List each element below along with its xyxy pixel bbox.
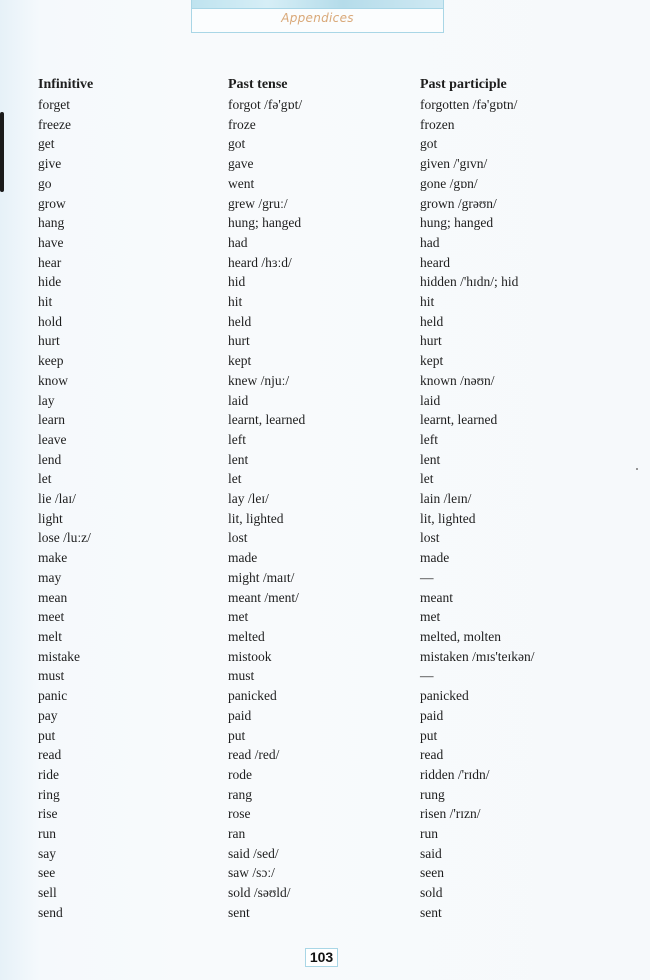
infinitive-cell: hide	[38, 274, 62, 290]
section-label: Appendices	[281, 11, 354, 25]
past-participle-cell: meant	[420, 589, 453, 605]
past-tense-cell: might /maɪt/	[228, 569, 295, 585]
infinitive-cell: melt	[38, 628, 62, 644]
irregular-verbs-table	[38, 75, 620, 923]
past-tense-cell: froze	[228, 116, 256, 132]
infinitive-cell: light	[38, 510, 63, 526]
past-tense-cell: kept	[228, 353, 252, 369]
past-tense-cell: knew /njuː/	[228, 372, 290, 388]
infinitive-cell: make	[38, 550, 68, 566]
past-participle-cell: rung	[420, 786, 445, 802]
past-tense-cell: laid	[228, 392, 249, 408]
past-participle-cell: mistaken /mɪs'teɪkən/	[420, 648, 535, 664]
infinitive-cell: give	[38, 156, 62, 172]
scan-speck	[636, 468, 638, 470]
past-participle-cell: heard	[420, 254, 450, 270]
past-tense-cell: lent	[228, 451, 249, 467]
past-participle-cell: risen /'rɪzn/	[420, 806, 481, 822]
infinitive-cell: hurt	[38, 333, 60, 349]
infinitive-cell: lie /laɪ/	[38, 491, 76, 507]
past-tense-cell: put	[228, 727, 246, 743]
infinitive-cell: keep	[38, 353, 64, 369]
past-participle-cell: held	[420, 313, 444, 329]
past-tense-cell: rode	[228, 766, 252, 782]
infinitive-cell: lend	[38, 451, 62, 467]
past-participle-cell: sold	[420, 885, 443, 901]
table-row	[38, 154, 620, 174]
infinitive-cell: learn	[38, 412, 65, 428]
past-participle-cell: read	[420, 747, 444, 763]
table-row	[38, 627, 620, 647]
infinitive-cell: panic	[38, 688, 68, 704]
past-tense-cell: let	[228, 471, 242, 487]
past-tense-cell: had	[228, 234, 248, 250]
table-row	[38, 765, 620, 785]
past-participle-cell: seen	[420, 865, 444, 881]
table-row	[38, 489, 620, 509]
column-header-past-tense: Past tense	[228, 77, 288, 93]
infinitive-cell: mistake	[38, 648, 80, 664]
table-row	[38, 824, 620, 844]
past-participle-cell: sent	[420, 904, 442, 920]
table-row	[38, 233, 620, 253]
past-tense-cell: hid	[228, 274, 246, 290]
table-row	[38, 272, 620, 292]
table-row	[38, 686, 620, 706]
infinitive-cell: read	[38, 747, 62, 763]
past-tense-cell: hung; hanged	[228, 215, 302, 231]
table-row	[38, 666, 620, 686]
infinitive-cell: say	[38, 845, 56, 861]
past-tense-cell: got	[228, 136, 246, 152]
past-participle-cell: made	[420, 550, 450, 566]
past-participle-cell: paid	[420, 707, 444, 723]
past-participle-cell: gone /gɒn/	[420, 175, 478, 191]
table-row	[38, 115, 620, 135]
table-row	[38, 253, 620, 273]
past-participle-cell: frozen	[420, 116, 455, 132]
past-participle-cell: known /nəʊn/	[420, 372, 495, 388]
past-participle-cell: lain /leɪn/	[420, 491, 472, 507]
past-tense-cell: made	[228, 550, 258, 566]
past-participle-cell: hidden /'hɪdn/; hid	[420, 274, 519, 290]
past-participle-cell: —	[420, 668, 434, 684]
table-row	[38, 548, 620, 568]
infinitive-cell: lay	[38, 392, 55, 408]
table-row	[38, 804, 620, 824]
scan-binding-mark	[0, 112, 4, 192]
table-row	[38, 844, 620, 864]
table-row	[38, 607, 620, 627]
table-row	[38, 450, 620, 470]
infinitive-cell: meet	[38, 609, 65, 625]
table-row	[38, 331, 620, 351]
infinitive-cell: leave	[38, 431, 67, 447]
header-decoration	[192, 0, 443, 9]
infinitive-cell: hang	[38, 215, 65, 231]
infinitive-cell: lose /luːz/	[38, 530, 91, 546]
past-tense-cell: sold /səʊld/	[228, 885, 291, 901]
infinitive-cell: get	[38, 136, 55, 152]
past-tense-cell: lay /leɪ/	[228, 491, 269, 507]
infinitive-cell: pay	[38, 707, 58, 723]
past-tense-cell: went	[228, 175, 255, 191]
table-row	[38, 194, 620, 214]
table-row	[38, 883, 620, 903]
past-tense-cell: left	[228, 431, 246, 447]
table-row	[38, 863, 620, 883]
past-participle-cell: met	[420, 609, 441, 625]
table-body	[38, 95, 620, 923]
past-participle-cell: given /'gɪvn/	[420, 156, 488, 172]
table-row	[38, 903, 620, 923]
past-tense-cell: lost	[228, 530, 248, 546]
infinitive-cell: freeze	[38, 116, 71, 132]
table-row	[38, 647, 620, 667]
past-participle-cell: hit	[420, 294, 435, 310]
section-header-tab	[191, 0, 444, 33]
past-tense-cell: mistook	[228, 648, 272, 664]
table-row	[38, 95, 620, 115]
past-participle-cell: —	[420, 569, 434, 585]
past-participle-cell: kept	[420, 353, 444, 369]
past-tense-cell: melted	[228, 628, 265, 644]
past-participle-cell: run	[420, 826, 438, 842]
infinitive-cell: ring	[38, 786, 60, 802]
past-participle-cell: panicked	[420, 688, 469, 704]
past-participle-cell: lost	[420, 530, 440, 546]
past-tense-cell: grew /gruː/	[228, 195, 288, 211]
table-row	[38, 174, 620, 194]
past-tense-cell: learnt, learned	[228, 412, 306, 428]
table-row	[38, 430, 620, 450]
table-row	[38, 410, 620, 430]
past-tense-cell: sent	[228, 904, 250, 920]
past-participle-cell: got	[420, 136, 438, 152]
table-row	[38, 213, 620, 233]
table-row	[38, 509, 620, 529]
infinitive-cell: put	[38, 727, 56, 743]
column-header-past-participle: Past participle	[420, 77, 507, 93]
table-row	[38, 292, 620, 312]
infinitive-cell: ride	[38, 766, 59, 782]
table-row	[38, 351, 620, 371]
table-row	[38, 391, 620, 411]
past-participle-cell: put	[420, 727, 438, 743]
table-header-row	[38, 75, 620, 95]
infinitive-cell: hear	[38, 254, 62, 270]
infinitive-cell: forget	[38, 97, 70, 112]
past-participle-cell: melted, molten	[420, 628, 501, 644]
infinitive-cell: sell	[38, 885, 57, 901]
past-tense-cell: met	[228, 609, 249, 625]
infinitive-cell: must	[38, 668, 65, 684]
infinitive-cell: go	[38, 175, 52, 191]
past-participle-cell: lit, lighted	[420, 510, 476, 526]
infinitive-cell: hit	[38, 294, 53, 310]
infinitive-cell: rise	[38, 806, 58, 822]
past-tense-cell: saw /sɔː/	[228, 865, 275, 881]
infinitive-cell: run	[38, 826, 56, 842]
past-participle-cell: hung; hanged	[420, 215, 494, 231]
past-tense-cell: meant /ment/	[228, 589, 299, 605]
past-tense-cell: read /red/	[228, 747, 280, 763]
table-row	[38, 706, 620, 726]
past-tense-cell: rang	[228, 786, 252, 802]
table-row	[38, 785, 620, 805]
past-participle-cell: said	[420, 845, 442, 861]
past-participle-cell: ridden /'rɪdn/	[420, 766, 490, 782]
past-participle-cell: forgotten /fə'gɒtn/	[420, 97, 518, 112]
past-tense-cell: panicked	[228, 688, 277, 704]
infinitive-cell: mean	[38, 589, 68, 605]
table-row	[38, 568, 620, 588]
infinitive-cell: send	[38, 904, 63, 920]
past-participle-cell: lent	[420, 451, 441, 467]
past-participle-cell: hurt	[420, 333, 442, 349]
table-row	[38, 371, 620, 391]
table-row	[38, 469, 620, 489]
infinitive-cell: may	[38, 569, 62, 585]
infinitive-cell: hold	[38, 313, 63, 329]
past-tense-cell: lit, lighted	[228, 510, 284, 526]
infinitive-cell: know	[38, 372, 68, 388]
page-number: 103	[305, 948, 338, 967]
table-row	[38, 745, 620, 765]
past-tense-cell: hit	[228, 294, 243, 310]
past-participle-cell: learnt, learned	[420, 412, 498, 428]
past-tense-cell: gave	[228, 156, 254, 172]
table-row	[38, 134, 620, 154]
past-tense-cell: heard /hɜːd/	[228, 254, 292, 270]
table-row	[38, 588, 620, 608]
past-tense-cell: must	[228, 668, 255, 684]
infinitive-cell: see	[38, 865, 56, 881]
past-participle-cell: had	[420, 234, 440, 250]
past-participle-cell: grown /grəʊn/	[420, 195, 497, 211]
table-row	[38, 726, 620, 746]
column-header-infinitive: Infinitive	[38, 77, 94, 93]
past-tense-cell: rose	[228, 806, 251, 822]
past-tense-cell: hurt	[228, 333, 250, 349]
infinitive-cell: grow	[38, 195, 66, 211]
past-tense-cell: held	[228, 313, 252, 329]
past-participle-cell: laid	[420, 392, 441, 408]
past-tense-cell: paid	[228, 707, 252, 723]
past-tense-cell: ran	[228, 826, 246, 842]
table-row	[38, 528, 620, 548]
past-tense-cell: forgot /fə'gɒt/	[228, 97, 303, 112]
infinitive-cell: let	[38, 471, 52, 487]
table-row	[38, 312, 620, 332]
infinitive-cell: have	[38, 234, 64, 250]
past-participle-cell: left	[420, 431, 438, 447]
past-tense-cell: said /sed/	[228, 845, 279, 861]
past-participle-cell: let	[420, 471, 434, 487]
